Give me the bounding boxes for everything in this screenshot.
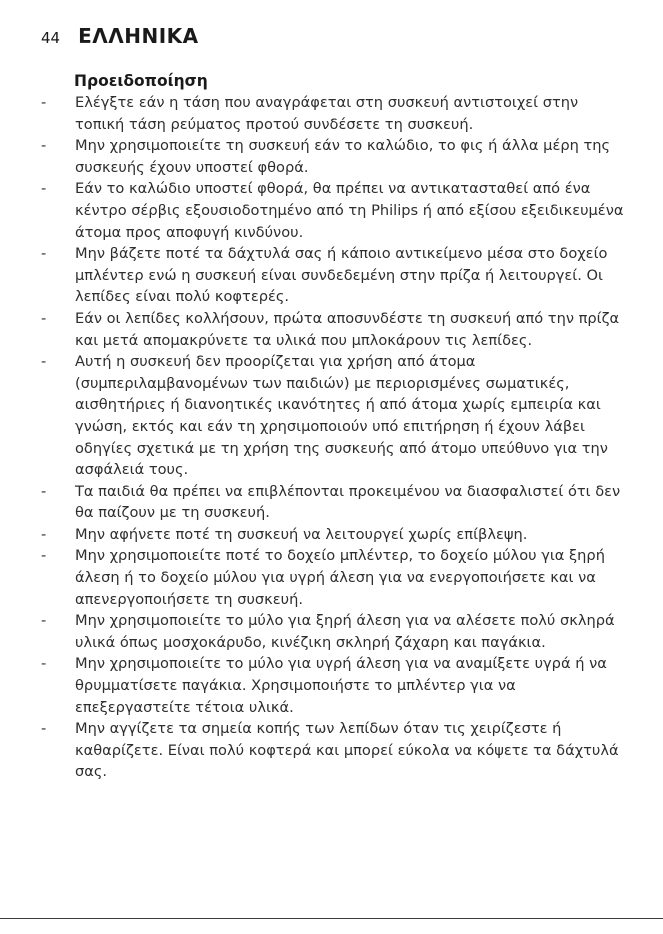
bullet-dash: - (41, 309, 47, 327)
bullet-dash: - (41, 245, 47, 263)
bullet-dash: - (41, 547, 47, 565)
list-item-text: Μην βάζετε ποτέ τα δάχτυλά σας ή κάποιο αντικείμενο μέσα στο δοχείο μπλέντερ ενώ η συσκευή είναι συνδεδεμένη στην πρίζα ή λειτουργεί. Οι λεπίδες είναι πολύ κοφτερές. (75, 245, 608, 306)
list-item-text: Ελέγξτε εάν η τάση που αναγράφεται στη συσκευή αντιστοιχεί στην τοπική τάση ρεύματος προτού συνδέσετε τη συσκευή. (75, 94, 579, 133)
bullet-dash: - (41, 137, 47, 155)
list-item-text: Τα παιδιά θα πρέπει να επιβλέπονται προκειμένου να διασφαλιστεί ότι δεν θα παίζουν με τη συσκευή. (75, 482, 621, 522)
list-item-text: Μην αγγίζετε τα σημεία κοπής των λεπίδων όταν τις χειρίζεστε ή καθαρίζετε. Είναι πολύ κοφτερά και μπορεί εύκολα να κόψετε τα δάχτυλά σας. (75, 720, 619, 781)
list-item (40, 178, 630, 243)
list-item-text: Αυτή η συσκευή δεν προορίζεται για χρήση από άτομα (συμπεριλαμβανομένων των παιδιών) με περιορισμένες σωματικές, αισθητήριες ή διανοητικές ικανότητες ή από άτομα χωρίς εμπειρία και γνώση, εκτός και εάν τη χρησιμοποιούν υπό επιτήρηση ή έχουν λάβει οδηγίες σχετικά με τη χρήση της συσκευής από άτομο υπεύθυνο για την ασφάλειά τους. (75, 353, 608, 479)
list-item (40, 545, 630, 610)
bullet-dash: - (41, 612, 47, 630)
list-item-text: Μην αφήνετε ποτέ τη συσκευή να λειτουργεί χωρίς επίβλεψη. (75, 525, 528, 543)
list-item (40, 610, 630, 653)
list-item-text: Μην χρησιμοποιείτε το μύλο για υγρή άλεση για να αναμίξετε υγρά ή να θρυμματίσετε παγάκια. Χρησιμοποιήστε το μπλέντερ για να επεξεργαστείτε τέτοια υλικά. (75, 655, 607, 716)
warning-list (40, 92, 630, 783)
page-header (41, 24, 199, 48)
warning-section (40, 70, 630, 783)
list-item (40, 653, 630, 718)
bullet-dash: - (41, 353, 47, 371)
bullet-dash: - (41, 720, 47, 738)
section-title: ΕΛΛΗΝΙΚΑ (78, 24, 199, 48)
list-item-text: Μην χρησιμοποιείτε τη συσκευή εάν το καλώδιο, το φις ή άλλα μέρη της συσκευής έχουν υποστεί φθορά. (75, 137, 611, 176)
list-item (40, 92, 630, 135)
bullet-dash: - (41, 94, 47, 111)
list-item (40, 351, 630, 481)
list-item-text: Εάν το καλώδιο υποστεί φθορά, θα πρέπει να αντικατασταθεί από ένα κέντρο σέρβις εξουσιοδοτημένο από τη Philips ή από εξίσου εξειδικευμένα άτομα προς αποφυγή κινδύνου. (75, 180, 624, 241)
bullet-dash: - (41, 180, 47, 198)
list-item-text: Εάν οι λεπίδες κολλήσουν, πρώτα αποσυνδέστε τη συσκευή από την πρίζα και μετά απομακρύνετε τα υλικά που μπλοκάρουν τις λεπίδες. (75, 309, 620, 349)
bullet-dash: - (41, 655, 47, 673)
list-item-text: Μην χρησιμοποιείτε ποτέ το δοχείο μπλέντερ, το δοχείο μύλου για ξηρή άλεση ή το δοχείο μύλου για υγρή άλεση για να ενεργοποιήσετε και να απενεργοποιήσετε τη συσκευή. (75, 547, 605, 608)
list-item (40, 524, 630, 546)
list-item (40, 135, 630, 178)
list-item (40, 718, 630, 783)
list-item (40, 308, 630, 351)
list-item (40, 243, 630, 308)
warning-heading: Προειδοποίηση (74, 72, 208, 90)
bullet-dash: - (41, 482, 47, 500)
list-item-text: Μην χρησιμοποιείτε το μύλο για ξηρή άλεση για να αλέσετε πολύ σκληρά υλικά όπως μοσχοκάρυδο, κινέζικη σκληρή ζάχαρη και παγάκια. (75, 612, 615, 651)
list-item (40, 481, 630, 524)
page-number: 44 (41, 29, 61, 47)
bullet-dash: - (41, 525, 47, 543)
bottom-divider (0, 918, 663, 919)
